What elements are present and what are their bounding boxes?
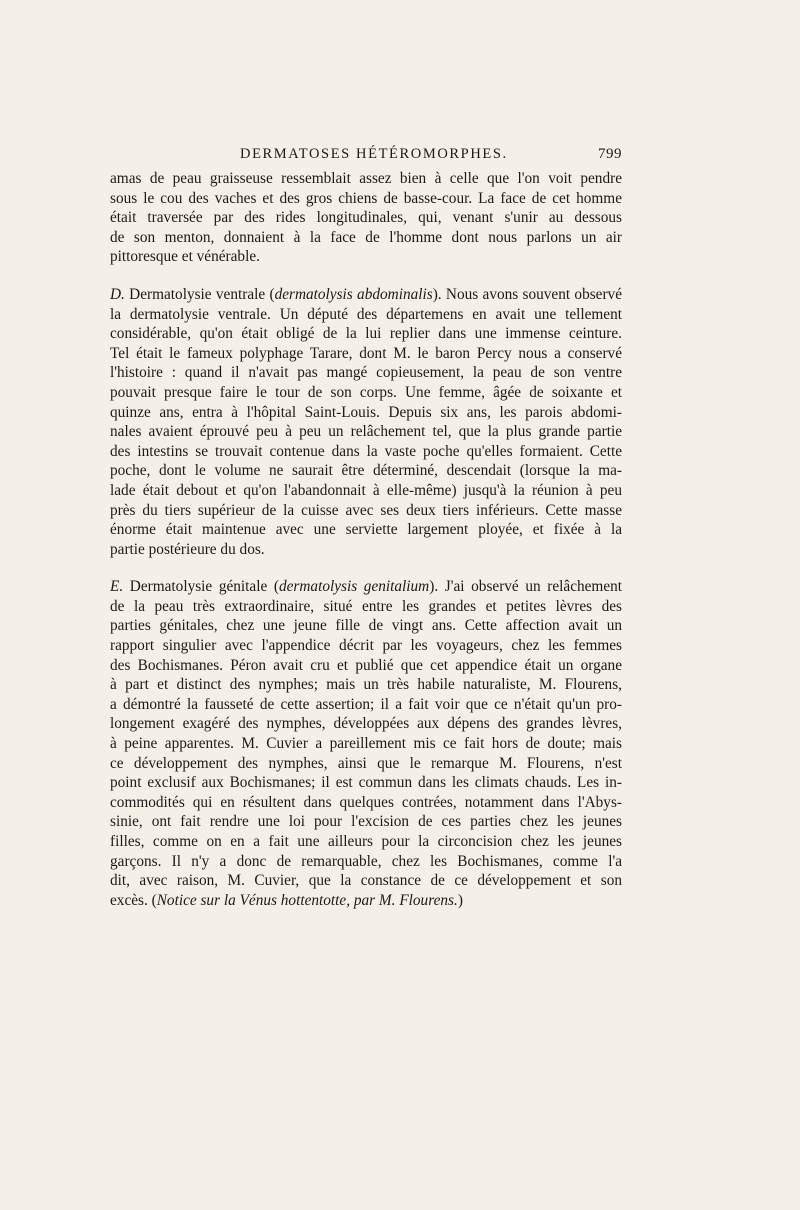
text-line: des Bochismanes. Péron avait cru et publié que cet appendice était un organe (110, 656, 622, 674)
text-line: l'histoire : quand il n'avait pas mangé copieusement, la peau de son ventre (110, 364, 622, 382)
text-line: à peine apparentes. M. Cuvier a pareillement mis ce fait hors de doute; mais (110, 735, 622, 753)
text-line: pittoresque et vénérable. (110, 248, 260, 266)
citation-prefix: excès. ( (110, 891, 157, 909)
paragraph-e-heading: Dermatolysie génitale ( (123, 578, 279, 596)
text-line: considérable, qu'on était obligé de la lui replier dans une immense ceinture. (110, 325, 622, 343)
paragraph-d (110, 285, 622, 559)
text-line: ce développement des nymphes, ainsi que le remarque M. Flourens, n'est (110, 754, 622, 772)
text-line: partie postérieure du dos. (110, 540, 265, 558)
text-line: amas de peau graisseuse ressemblait assez bien à celle que l'on voit pendre (110, 170, 622, 187)
paragraph-gap (110, 559, 622, 577)
text-line: de la peau très extraordinaire, situé entre les grandes et petites lèvres des (110, 597, 622, 615)
text-line: parties génitales, chez une jeune fille de vingt ans. Cette affection avait un (110, 617, 622, 635)
text-line: la dermatolysie ventrale. Un député des départemens en avait une tellement (110, 305, 622, 323)
citation-reference: Notice sur la Vénus hottentotte, par M. Flourens. (156, 891, 458, 909)
paragraph-e-latin-term: dermatolysis genitalium (278, 578, 430, 596)
text-line: a démontré la fausseté de cette assertion; il a fait voir que ce n'était qu'un pro- (110, 695, 622, 713)
text-line: sinie, ont fait rendre une loi pour l'excision de ces parties chez les jeunes (110, 813, 622, 831)
section-label-e: E. (110, 578, 124, 596)
paragraph-continuation (110, 169, 622, 267)
text-line: sous le cou des vaches et des gros chiens de basse-cour. La face de cet homme (110, 189, 622, 207)
section-label-d: D. (110, 285, 125, 303)
paragraph-d-heading: Dermatolysie ventrale ( (124, 285, 275, 303)
text-line: était traversée par des rides longitudinales, qui, venant s'unir au dessous (110, 209, 622, 227)
text-line: de son menton, donnaient à la face de l'homme dont nous parlons un air (110, 228, 622, 246)
text-line: commodités qui en résultent dans quelques contrées, notamment dans l'Abys- (110, 793, 622, 811)
text-line: garçons. Il n'y a donc de remarquable, chez les Bochismanes, comme l'a (110, 852, 622, 870)
paragraph-d-first-line (110, 285, 622, 305)
page-header (110, 146, 622, 170)
paragraph-e-heading-rest: ). J'ai observé un relâchement (429, 578, 623, 596)
text-line: Tel était le fameux polyphage Tarare, dont M. le baron Percy nous a conservé (110, 344, 622, 362)
text-line: lade était debout et qu'on l'abandonnait à elle-même) jusqu'à la réunion à peu (110, 481, 622, 499)
text-line: filles, comme on en a fait une ailleurs pour la circoncision chez les jeunes (110, 833, 622, 850)
paragraph-e-first-line (110, 577, 622, 597)
text-line: énorme était maintenue avec une serviette largement ployée, et fixée à la (110, 521, 622, 539)
text-line: à part et distinct des nymphes; mais un très habile naturaliste, M. Flourens, (110, 676, 622, 694)
paragraph-e (110, 577, 622, 910)
text-line: des intestins se trouvait contenue dans la vaste poche qu'elles formaient. Cette (110, 442, 622, 460)
text-line: poche, dont le volume ne saurait être déterminé, descendait (lorsque la ma- (110, 462, 622, 480)
text-line: rapport singulier avec l'appendice décrit par les voyageurs, chez les femmes (110, 637, 622, 655)
text-line: pouvait presque faire le tour de son corps. Une femme, âgée de soixante et (110, 383, 622, 401)
paragraph-d-heading-rest: ). Nous avons souvent observé (432, 285, 622, 303)
page-number: 799 (598, 146, 622, 162)
text-line: dit, avec raison, M. Cuvier, que la constance de ce développement et son (110, 872, 622, 890)
text-line: longement exagéré des nymphes, développées aux dépens des grandes lèvres, (110, 715, 622, 733)
text-line: quinze ans, entra à l'hôpital Saint-Louis. Depuis six ans, les parois abdomi- (110, 403, 622, 421)
body-text (110, 169, 622, 910)
citation-line (110, 891, 622, 911)
text-line: nales avaient éprouvé peu à peu un relâchement tel, que la plus grande partie (110, 423, 622, 441)
text-line: près du tiers supérieur de la cuisse avec ses deux tiers inférieurs. Cette masse (110, 501, 622, 519)
running-head: DERMATOSES HÉTÉROMORPHES. (240, 146, 508, 162)
paragraph-d-latin-term: dermatolysis abdominalis (274, 285, 433, 303)
text-line: point exclusif aux Bochismanes; il est commun dans les climats chauds. Les in- (110, 774, 622, 792)
paragraph-gap (110, 267, 622, 285)
citation-suffix: ) (457, 891, 463, 909)
